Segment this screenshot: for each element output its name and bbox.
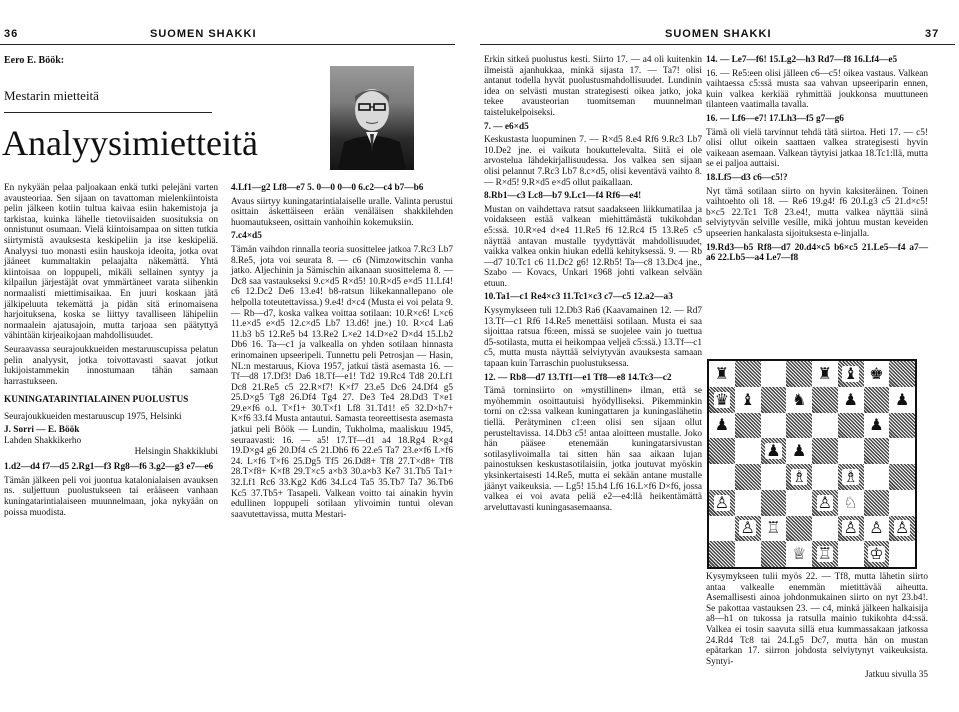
square-a4 [709, 464, 735, 490]
square-d5 [786, 438, 812, 464]
square-d2 [786, 516, 812, 542]
black-king-icon: ♚ [869, 363, 884, 383]
section-heading: KUNINGATARINTIALAINEN PUOLUSTUS [4, 395, 189, 406]
portrait-icon [330, 66, 414, 170]
square-a8 [709, 361, 735, 387]
kicker-rule [4, 112, 212, 113]
commentary-18: Nyt tämä sotilaan siirto on hyvin kaksiteräinen. Toinen vaihtoehto oli 18. — Re6 19.g4! f6 20.Lg3 c5 21.d×c5! b×c5 22.Tc1 Tc8 23.e4!, mutta valkea näyttää siinä selviytyvän selville vesille, mikä johtuu mustan keveiden upseerien hankalasta sijoituksesta e-linjalla. [706, 186, 928, 239]
square-a2 [709, 516, 735, 542]
square-e7 [812, 387, 838, 413]
square-h2 [889, 516, 915, 542]
square-e2 [812, 516, 838, 542]
left-magazine-name: SUOMEN SHAKKI [150, 28, 257, 40]
square-h7 [889, 387, 915, 413]
black-rook-icon: ♜ [817, 363, 833, 383]
black-rook-icon: ♜ [714, 363, 730, 383]
square-a7 [709, 387, 735, 413]
commentary-17b: Tämä oli vielä tarvinnut tehdä tätä siirtoa. Heti 17. — c5! olisi ollut oikein saattaen valkea strategisesti hyvin vaikeaan asemaan. Valkean täytyisi jatkaa 18.Tc1:llä, mutta se ei paljoa auttaisi. [706, 127, 928, 170]
square-a3 [709, 490, 735, 516]
event-line: Seurajoukkueiden mestaruuscup 1975, Helsinki [4, 411, 182, 422]
article-author: Eero E. Böök: [4, 55, 65, 66]
article-kicker: Mestarin mietteitä [4, 88, 99, 103]
moves-4-6: 4.Lf1—g2 Lf8—e7 5. 0—0 0—0 6.c2—c4 b7—b6 [231, 183, 424, 193]
white-bishop-icon: ♗ [791, 466, 807, 486]
intro-paragraph: En nykyään pelaa paljoakaan enkä tutki pelejäni varten avausteoriaa. Sen sijaan on tavattoman mielenkiintoista pelin jälkeen kotiin tultua kaivaa esiin hakemistoja ja tarkistaa, kuinka lähelle tietoviisaiden suosituksia on onnistunut osumaan. Vielä kiintoisampaa on sitten tutkia siirtymistä avauksesta keskipeliin ja itse keskipeliä. Analyysi tuo monasti esiin hauskoja ideoita, jotka ovat jääneet kummaltakin pelaajalta näkemättä. Yhtä kiintoisaa on loppupeli, mikäli sellainen syntyy ja kilpailun järjestäjät ovat ymmärtäneet varata siihenkin normaalisti miettimisaikaa. En juuri koskaan jätä jälkipeluuta tekemättä ja pidän sitä erinomaisena harjoituksena, koska se liittyy tavalliseen lähipeliin normaalein ajatusajoin, mutta tarjoaa sen päätyttyä vähintään kirjeaikojaan mahdollisuudet. [4, 183, 218, 342]
white-pawn-icon: ♙ [843, 518, 858, 538]
square-g6 [864, 413, 890, 439]
square-a6 [709, 413, 735, 439]
commentary-12: Kysymykseen tuli 12.Db3 Ra6 (Kaavamainen 12. — Rd7 13.Tf—c1 Rf6 14.Re5 menettäisi sotilaan. Musta ei saa sijoittaa ratsua f6:een, missä se suojelee vain jo tuettua d5-sotilasta, mutta ei heikompaa veljeä c5:ssä.) 13.Tf—c1 c5, mutta musta näyttää selviytyvän avauksesta samaan tapaan kuin Tarraschin puolustuksessa. [484, 306, 702, 370]
square-f3 [838, 490, 864, 516]
move-7-black: 7. — e6×d5 [484, 121, 529, 132]
square-e5 [812, 438, 838, 464]
square-d6 [786, 413, 812, 439]
black-bishop-icon: ♝ [843, 363, 858, 383]
players-line: J. Sorri — E. Böök [4, 425, 80, 436]
move-7: 7.c4×d5 [231, 231, 262, 242]
commentary-6: Avaus siirtyy kuningatarintialaiselle uralle. Valinta perustui osittain äskettäiseen erään venäläisen shakkilehden huomautukseen, osittain vanhoihin kokemuksiin. [231, 196, 453, 228]
square-h3 [889, 490, 915, 516]
square-d7 [786, 387, 812, 413]
square-g2 [864, 516, 890, 542]
square-g8 [864, 361, 890, 387]
commentary-17: Erkin sitkeä puolustus kesti. Siirto 17. — a4 oli kuitenkin ilmeistä ajanhukkaa, minkä sijasta 17. — Ta7! olisi antanut todella hyvät puolustusmahdollisuudet. Lundinin idea on selvästi mustan strategisesti oikea jatko, joka tekee avausteorian tuomitseman muunnelman taistelukelpoiseksi. [484, 55, 702, 118]
right-magazine-name: SUOMEN SHAKKI [665, 28, 772, 40]
square-b7 [735, 387, 761, 413]
square-d3 [786, 490, 812, 516]
commentary-7: Tämän vaihdon rinnalla teoria suosittelee jatkoa 7.Rc3 Lb7 8.Re5, jota voi seurata 8. — c6 (Nimzowitschin vanha jatko. Aljechinin ja Sämischin aikanaan suosittelema 8. — Dc8 saa vastaukseksi 9.c×d5 R×d5! 10.R×d5 e×d5 11.Lf4! c6 12.Dc2 De6 13.e4! b8-ratsun liikekannallepano ole helpolla toteutettavissa.) 9.e4! d×c4 (Musta ei voi pelata 9. — Rb—d7, koska valkea voittaa sotilaan: 10.R×c6! L×c6 11.e×d5 e×d5 12.c×d5 Lb7 13.d6! jne.) 10. R×c4 La6 11.b3 b5 12.Re5 b4 13.Re2 L×e2 14.D×e2 D×d4 15.Lb2 Db6 16. Ta—c1 ja valkealla on yhden sotilaan hinnasta erinomainen upseeripeli. Tunnettu peli Petrosjan — Hasin, NL:n mestaruus, Kiova 1957, jatkui tästä asemasta 16. — Tf—d8 17.Df3! Da6 18.Tf—e1! Td2 19.Rc4 Td8 20.Lf1 Dc8 21.Re5 c5 22.R×f7! K×f7 23.e5 Dc6 24.Df4 g5 25.D×g5 Tg8 26.Df4 Tg4 27. De3 Te4 28.Dd3 T×e1 29.e×f6 o.l. T×f1+ 30.T×f1 Lf8 31.Td1! e5 32.D×h7+ K×f6 33.f4 Musta antautui. Samasta teoreettisesta asemasta jatkui peli Böök — Lundin, Tukholma, maaliskuu 1945, seuraavasti: 16. — a5! 17.Tf—d1 a4 18.Rg4 R×g4 19.D×g4 g6 20.Df4 c5 21.Dh6 f6 22.e5 Ta7 23.e×f6 L×f6 24. L×f6 T×f6 25.Dg5 Tf5 26.Dd8+ Tf8 27.T×d8+ Tf8 28.T×f8+ K×f8 29.T×c5 a×b3 30.a×b3 Ke7 31.Tb5 Ta1+ 32.Lf1 Rc6 33.Kg2 Kd6 34.Lc4 Ta5 35.Tb7 Ta7 36.Tb6 Kc5 37.Tb5+ Tasapeli. Valkean voitto tai ainakin hyvin edullinen loppupeli sotilaan ylivoimin tuntui olevan saavutettavissa, mutta Mestari- [231, 244, 453, 520]
square-b5 [735, 438, 761, 464]
square-e3 [812, 490, 838, 516]
square-d4 [786, 464, 812, 490]
square-c4 [761, 464, 787, 490]
article-title: Analyysimietteitä [2, 123, 258, 163]
white-bishop-icon: ♗ [843, 466, 858, 486]
square-g7 [864, 387, 890, 413]
square-b1 [735, 541, 761, 567]
commentary-16: 16. — Re5:een olisi jälleen c6—c5! oikea vastaus. Valkean vaihtaessa c5:ssä musta saa vahvan upseeriparin ennen, kuin valkea kerkiää ryhmittää joukkonsa muuttuneen tilanteen vaatimalla tavalla. [706, 68, 928, 111]
square-b6 [735, 413, 761, 439]
square-c8 [761, 361, 787, 387]
square-g5 [864, 438, 890, 464]
square-d1 [786, 541, 812, 567]
diagram-caption [706, 572, 928, 684]
square-h1 [889, 541, 915, 567]
square-d8 [786, 361, 812, 387]
square-h8 [889, 361, 915, 387]
square-b2 [735, 516, 761, 542]
square-c5 [761, 438, 787, 464]
opening-commentary: Tämän jälkeen peli voi juontua katalonialaisen avauksen ns. suljettuun puolustukseen tai erääseen vanhaan kuningatarintialaiseen muunnelmaan, joka nykyään on poissa muodista. [4, 475, 218, 518]
square-b4 [735, 464, 761, 490]
commentary-14: Tämä torninsiirto on »mystillinen» ilman, että se myöhemmin osoittautuisi hyödylliseksi. Pikemminkin torni on c2:ssa valkean kuningattaren ja kuningaslähetin tiellä. Perätyminen c1:een olisi sen sijaan ollut perusteltavissa. 14.Db3 c5! antaa aloitteen mustalle. Joko hän pääsee etenemään kuningatarsivustan sotilasylivoimalla tai sitten hän saa aikaan lujan painostuksen keskustasotilaisiin, jotka joutuvat myöskin yksinkertaisesti 14.Re5, mutta ei sekään antane mustalle jäänyt vaikeuksia. — Lg5! 15.h4 Lf6 16.L×f6 D×f6, jossa valkea ei voi avata peliä e2—e4:llä heikentämättä arveluttavasti kuningasasemaansa. [484, 386, 702, 513]
white-pawn-icon: ♙ [817, 492, 833, 512]
left-header-rule [0, 44, 455, 45]
square-c2 [761, 516, 787, 542]
square-g3 [864, 490, 890, 516]
right-header-rule [480, 44, 955, 45]
left-page-number: 36 [4, 28, 19, 40]
square-f2 [838, 516, 864, 542]
black-pawn-icon: ♟ [869, 415, 884, 435]
white-club: Lahden Shakkikerho [4, 436, 82, 447]
black-knight-icon: ♞ [791, 389, 807, 409]
square-b8 [735, 361, 761, 387]
square-h5 [889, 438, 915, 464]
white-rook-icon: ♖ [766, 518, 781, 538]
square-e1 [812, 541, 838, 567]
square-g1 [864, 541, 890, 567]
move-18: 18.Lf5—d3 c6—c5!? [706, 172, 788, 183]
chess-diagram [707, 359, 917, 569]
square-f8 [838, 361, 864, 387]
square-b3 [735, 490, 761, 516]
opening-moves: 1.d2—d4 f7—d5 2.Rg1—f3 Rg8—f6 3.g2—g3 e7—e6 [4, 462, 214, 473]
white-pawn-icon: ♙ [894, 518, 910, 538]
square-f4 [838, 464, 864, 490]
white-pawn-icon: ♙ [869, 518, 884, 538]
black-bishop-icon: ♝ [740, 389, 755, 409]
white-pawn-icon: ♙ [714, 492, 730, 512]
square-e8 [812, 361, 838, 387]
square-e6 [812, 413, 838, 439]
square-g4 [864, 464, 890, 490]
square-f1 [838, 541, 864, 567]
moves-19-22: 19.Rd3—b5 Rf8—d7 20.d4×c5 b6×c5 21.Le5—f4 a7—a6 22.Lb5—a4 Le7—f8 [706, 242, 928, 264]
commentary-9: Mustan on vaihdettava ratsut saadakseen liikkumatilaa ja voidakseen estää valkean miehittämästä tukikohdan e5:ssä. 10.R×e4 d×e4 11.Re5 f6 12.Rc4 f5 13.Re5 c5 näyttää antavan mustalle tyydyttävät mahdollisuudet, vaikka valkea onkin hiukan edellä kehityksessä. 9. — Rb—d7 10.Tc1 c6 11.Dc2 g6! 12.Rb5! Ta—c8 13.Dc4 jne., Szabo — Kovacs, Unkari 1968 johti valkean selvään etuun. [484, 204, 702, 289]
square-h6 [889, 413, 915, 439]
square-a1 [709, 541, 735, 567]
square-e4 [812, 464, 838, 490]
caption-text: Kysymykseen tulii myös 22. — Tf8, mutta lähetin siirto antaa valkealle enemmän mietittävää aiheutta. Asemallisesti ainoa johdonmukainen siirto on nyt 23.b4!. Se pakottaa vastauksen 23. — c4, minkä jälkeen halkaisija a8—h1 on tukossa ja ratsulla mainio tukikohta d4:ssä. Valkea ei tosin saavuta sillä etua kummassakaan jatkossa 24.Rd4 Tc8 tai 24.Lg5 Dc7, mutta hän on mustan epätarkan 17. siirron johdosta selviytynyt vaikeuksista. Syntyi- [706, 572, 928, 667]
white-queen-icon: ♕ [791, 544, 807, 564]
black-pawn-icon: ♟ [791, 441, 807, 461]
column-3 [484, 55, 702, 516]
square-f5 [838, 438, 864, 464]
black-pawn-icon: ♟ [843, 389, 858, 409]
black-club: Helsingin Shakkiklubi [134, 446, 218, 457]
right-page-number: 37 [925, 28, 940, 40]
black-pawn-icon: ♟ [714, 415, 730, 435]
moves-8-9: 8.Rb1—c3 Lc8—b7 9.Lc1—f4 Rf6—e4! [484, 191, 642, 202]
column-1 [4, 183, 218, 521]
moves-10-12: 10.Ta1—c1 Re4×c3 11.Tc1×c3 c7—c5 12.a2—a3 [484, 292, 673, 303]
moves-14-16: 14. — Le7—f6! 15.Lg2—h3 Rd7—f8 16.Lf4—e5 [706, 55, 898, 65]
square-c7 [761, 387, 787, 413]
white-pawn-icon: ♙ [740, 518, 755, 538]
white-king-icon: ♔ [869, 544, 884, 564]
square-f7 [838, 387, 864, 413]
second-paragraph: Seuraavassa seurajoukkueiden mestaruuscupissa pelatun pelin analyysit, jotka toivottavasti saavat jotkut lukijoistammekin innostumaan tähän samaan harrastukseen. [4, 344, 218, 387]
black-pawn-icon: ♟ [894, 389, 910, 409]
continuation-note: Jatkuu sivulla 35 [864, 670, 928, 681]
author-portrait-photo [330, 66, 414, 170]
square-c3 [761, 490, 787, 516]
white-knight-icon: ♘ [843, 492, 858, 512]
column-2 [231, 183, 453, 523]
square-c1 [761, 541, 787, 567]
moves-12-14: 12. — Rb8—d7 13.Tf1—e1 Tf8—e8 14.Tc3—c2 [484, 372, 672, 383]
black-queen-icon: ♛ [714, 389, 730, 409]
square-f6 [838, 413, 864, 439]
square-c6 [761, 413, 787, 439]
square-a5 [709, 438, 735, 464]
white-rook-icon: ♖ [817, 544, 833, 564]
black-pawn-icon: ♟ [766, 441, 781, 461]
moves-16-17: 16. — Lf6—e7! 17.Lh3—f5 g7—g6 [706, 113, 844, 124]
square-h4 [889, 464, 915, 490]
column-4 [706, 55, 928, 267]
commentary-center: Keskustasta luopuminen 7. — R×d5 8.e4 Rf6 9.Rc3 Lb7 10.De2 jne. ei vaikuta houkuttelevalta. Siitä ei ole arvostelua lähdekirjallisuudessa. Jos valkea sen sijaan olisi pelannut 7.Rc3 Lb7 8.c×d5, olisi keventävä vaihto 8. — R×d5! 9.R×d5 e×d5 ollut paikallaan. [484, 135, 702, 188]
